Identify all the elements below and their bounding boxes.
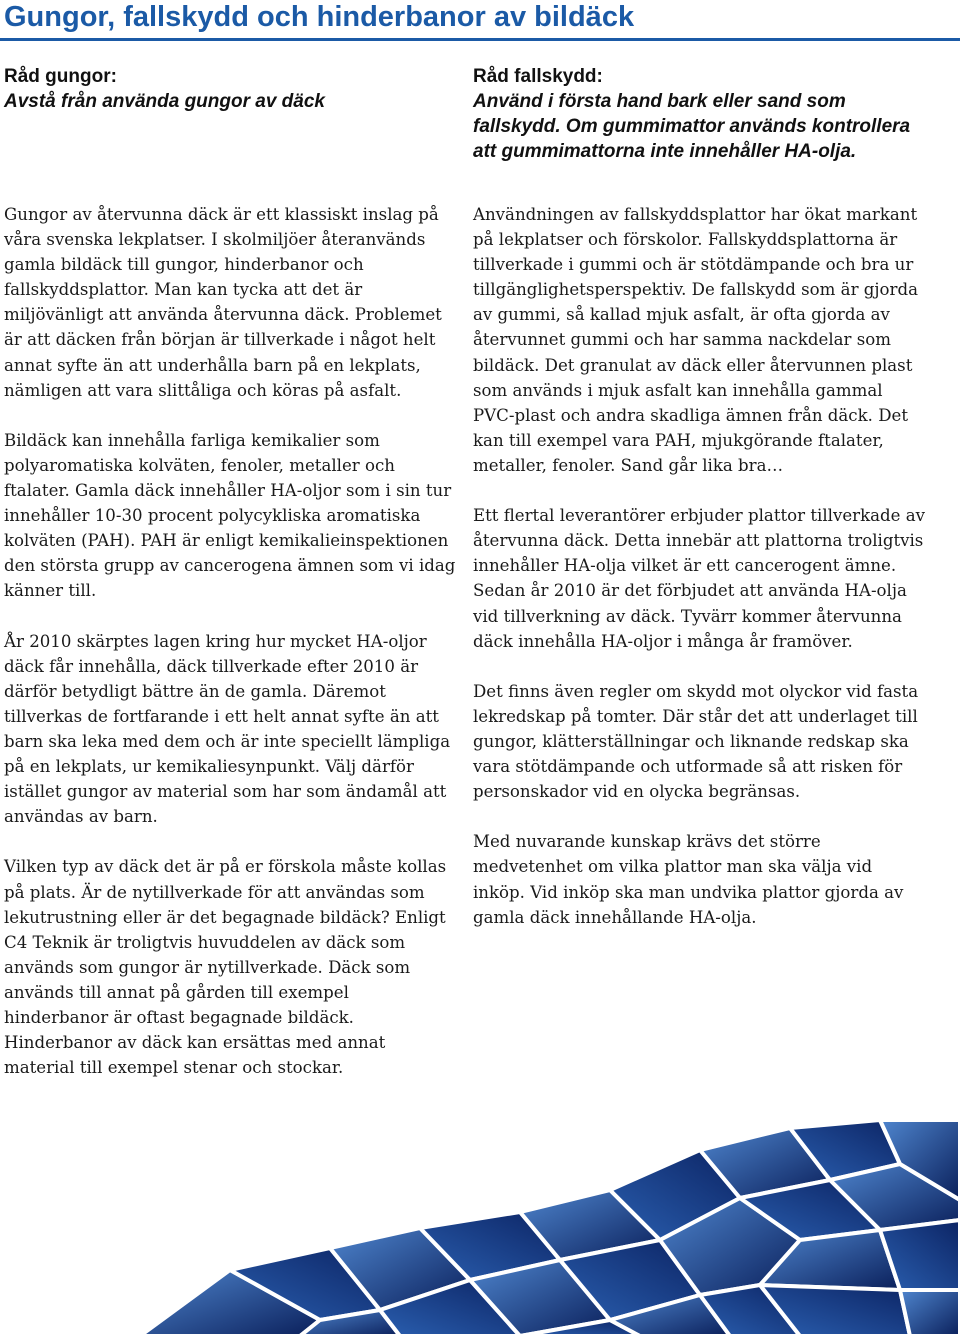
right-paragraph-3: Det finns även regler om skydd mot olyckor vid fasta lekredskap på tomter. Där står det att underlaget till gungor, klätterställningar och liknande redskap ska vara stötdämpande och utformade så att risken för personskador vid en olycka begränsas.: [473, 681, 919, 802]
left-paragraph-3: År 2010 skärptes lagen kring hur mycket HA-oljor däck får innehålla, däck tillverkade efter 2010 är därför betydligt bättre än de gamla. Däremot tillverkas de fortfarande i ett helt annat syfte än att barn ska leka med dem och är inte speciellt lämpliga på en lekplats, ur kemikaliesynpunkt. Välj därför istället gungor av material som har som ändamål att användas av barn.: [4, 631, 451, 827]
advice-swings-text: Avstå från använda gungor av däck: [4, 91, 325, 112]
advice-swings-heading: Råd gungor:: [4, 66, 117, 87]
right-paragraph-2: Ett flertal leverantörer erbjuder plattor tillverkade av återvunna däck. Detta innebär att plattorna troligtvis innehåller HA-olja vilket är ett cancerogent ämne. Sedan år 2010 är det förbjudet att använda HA-olja vid tillverkning av däck. Tyvärr kommer återvunna däck innehålla HA-oljor i många år framöver.: [473, 506, 926, 651]
tile-22: [900, 1290, 960, 1336]
advice-fall-protection-heading: Råd fallskydd:: [473, 66, 603, 87]
left-paragraph-4: Vilken typ av däck det är på er förskola måste kollas på plats. Är de nytillverkade för att användas som lekutrustning eller är det begagnade bildäck? Enligt C4 Teknik är troligtvis huvuddelen av däck som används som gungor är nytillverkade. Däck som används till annat på gården till exempel hinderbanor är oftast begagnade bildäck. Hinderbanor av däck kan ersättas med annat material till exempel stenar och stockar.: [4, 857, 447, 1078]
left-paragraph-2: Bildäck kan innehålla farliga kemikalier som polyaromatiska kolväten, fenoler, metaller och ftalater. Gamla däck innehåller HA-oljor som i sin tur innehåller 10-30 procent polycykliska aromatiska kolväten (PAH). PAH är enligt kemikalieinspektionen den största grupp av cancerogena ämnen som vi idag känner till.: [4, 430, 456, 601]
right-paragraph-1: Användningen av fallskyddsplattor har ökat markant på lekplatser och förskolor. Fallskyddsplattorna är tillverkade i gummi och är stötdämpande och bra ur tillgänglighetsperspektiv. De fallskydd som är gjorda av gummi, så kallad mjuk asfalt, är ofta gjorda av återvunnet gummi och har samma nackdelar som bildäck. Det granulat av däck eller återvunnen plast som används i mjuk asfalt kan innehålla gammal PVC-plast och andra skadliga ämnen från däck. Det kan till exempel vara PAH, mjukgörande ftalater, metaller, fenoler. Sand går lika bra…: [473, 205, 918, 475]
title-underline: [0, 38, 960, 41]
right-paragraph-4: Med nuvarande kunskap krävs det större medvetenhet om vilka plattor man ska välja vid inköp. Vid inköp ska man undvika plattor gjorda av gamla däck innehållande HA-olja.: [473, 832, 904, 927]
advice-swings: [4, 64, 424, 114]
advice-fall-protection-text: Använd i första hand bark eller sand som fallskydd. Om gummimattor används kontrollera att gummimattorna inte innehåller HA-olja.: [473, 91, 911, 162]
left-column: [4, 202, 456, 1105]
advice-fall-protection: [473, 64, 923, 164]
right-column: [473, 202, 925, 955]
page-title: Gungor, fallskydd och hinderbanor av bildäck: [4, 1, 635, 33]
decorative-tile-graphic: [0, 1120, 960, 1336]
left-paragraph-1: Gungor av återvunna däck är ett klassiskt inslag på våra svenska lekplatser. I skolmiljöer återanvänds gamla bildäck till gungor, hinderbanor och fallskyddsplattor. Man kan tycka att det är miljövänligt att använda återvunna däck. Problemet är att däcken från början är tillverkade i något helt annat syfte än att underhålla barn på en lekplats, nämligen att vara slittåliga och köras på asfalt.: [4, 205, 442, 400]
